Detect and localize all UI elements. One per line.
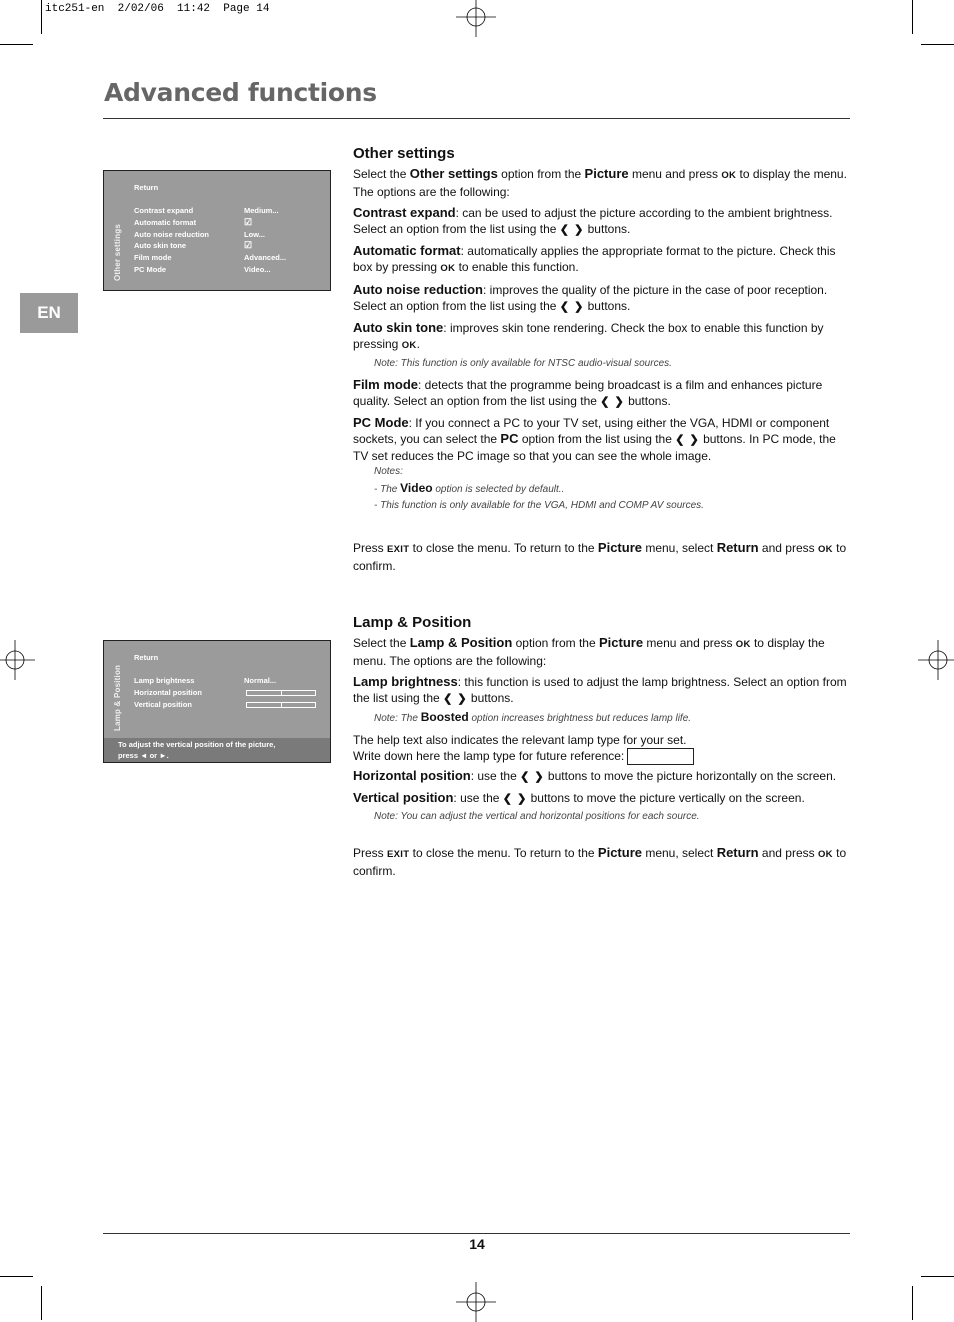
registration-mark-icon: [456, 1282, 496, 1322]
osd-option-value: Low...: [244, 230, 265, 239]
left-right-arrows-icon: ❮ ❯: [502, 793, 528, 806]
section-heading: Lamp & Position: [353, 614, 472, 631]
osd-option-value: Video...: [244, 265, 271, 274]
crop-mark: [912, 0, 913, 34]
vertical-position-note: Note: You can adjust the vertical and horizontal positions for each source.: [374, 811, 700, 823]
osd-side-label: Other settings: [112, 223, 122, 281]
pc-notes: Notes: - The Video option is selected by default.. - This function is only available for the VGA, HDMI and COMP AV sources.: [374, 466, 704, 511]
left-right-arrows-icon: ❮ ❯: [600, 396, 625, 408]
osd-option-label: Horizontal position: [134, 688, 202, 697]
lamp-brightness-paragraph: Lamp brightness: this function is used to adjust the lamp brightness. Select an option from the list using the ❮ ❯ buttons.: [353, 674, 847, 705]
lamp-type-box: [627, 748, 694, 765]
exit-paragraph: Press EXIT to close the menu. To return to the Picture menu, select Return and press OK to confirm.: [353, 540, 847, 573]
osd-help-text: To adjust the vertical position of the picture, press ◄ or ►.: [104, 738, 330, 762]
osd-slider-bar: [246, 690, 316, 696]
osd-option-label: Auto noise reduction: [134, 230, 209, 239]
contrast-expand-paragraph: Contrast expand: can be used to adjust the picture according to the ambient brightness. Select an option from the list using the ❮ ❯ buttons.: [353, 205, 833, 236]
osd-option-label: Film mode: [134, 253, 172, 262]
osd-side-label: Lamp & Position: [112, 664, 122, 731]
osd-option-label: Automatic format: [134, 218, 197, 227]
registration-mark-icon: [918, 640, 954, 680]
language-tab: EN: [20, 293, 78, 333]
left-right-arrows-icon: ❮ ❯: [559, 301, 585, 313]
section-heading: Other settings: [353, 145, 455, 162]
crop-mark: [0, 1276, 33, 1277]
pc-mode-paragraph: PC Mode: If you connect a PC to your TV set, using either the VGA, HDMI or component sockets, you can select the PC option from the list using the ❮ ❯ buttons. In PC mode, the TV set reduces the PC image so that you can see the whole image.: [353, 415, 836, 463]
crop-mark: [921, 1276, 954, 1277]
lamp-brightness-note: Note: The Boosted option increases brightness but reduces lamp life.: [374, 710, 692, 724]
lamp-position-section: [353, 615, 848, 884]
osd-slider-bar: [246, 702, 316, 708]
crop-mark: [921, 44, 954, 45]
left-right-arrows-icon: ❮ ❯: [559, 224, 585, 236]
osd-return-item: Return: [134, 653, 159, 662]
left-right-arrows-icon: ❮ ❯: [675, 434, 700, 446]
osd-option-label: Contrast expand: [134, 206, 194, 215]
print-slug: itc251-en 2/02/06 11:42 Page 14: [45, 3, 270, 15]
osd-option-value: Medium...: [244, 206, 279, 215]
automatic-format-paragraph: Automatic format: automatically applies the appropriate format to the picture. Check this box by pressing OK to enable this function.: [353, 243, 836, 274]
crop-mark: [912, 1286, 913, 1320]
registration-mark-icon: [0, 640, 35, 680]
horizontal-position-paragraph: Horizontal position: use the ❮ ❯ buttons to move the picture horizontally on the screen.: [353, 768, 837, 784]
osd-option-label: PC Mode: [134, 265, 167, 274]
crop-mark: [41, 0, 42, 34]
header-rule: [103, 118, 850, 119]
left-right-arrows-icon: ❮ ❯: [443, 693, 468, 705]
footer-rule: [103, 1233, 850, 1234]
osd-option-value: Advanced...: [244, 253, 287, 262]
osd-option-value: Normal...: [244, 676, 277, 685]
page-number: 14: [469, 1236, 485, 1252]
osd-option-label: Auto skin tone: [134, 241, 187, 250]
crop-mark: [41, 1286, 42, 1320]
other-settings-osd: [103, 170, 331, 291]
intro-paragraph: Select the Other settings option from the Picture menu and press OK to display the menu. The options are the following:: [353, 166, 847, 199]
lamp-type-paragraph: The help text also indicates the relevant lamp type for your set. Write down here the lamp type for future reference:: [353, 732, 848, 765]
other-settings-section: [353, 146, 848, 579]
crop-mark: [0, 44, 33, 45]
left-right-arrows-icon: ❮ ❯: [520, 771, 545, 784]
registration-mark-icon: [456, 0, 496, 37]
skin-tone-note: Note: This function is only available for NTSC audio-visual sources.: [374, 358, 672, 369]
intro-paragraph: Select the Lamp & Position option from the Picture menu and press OK to display the menu. The options are the following:: [353, 635, 825, 668]
lamp-position-osd: [103, 640, 331, 763]
page-title: Advanced functions: [104, 78, 377, 107]
noise-reduction-paragraph: Auto noise reduction: improves the quality of the picture in the case of poor reception. Select an option from the list using the ❮ ❯ buttons.: [353, 282, 828, 313]
vertical-position-paragraph: Vertical position: use the ❮ ❯ buttons to move the picture vertically on the screen.: [353, 790, 805, 806]
osd-checkbox-icon: ☑: [244, 240, 253, 250]
skin-tone-paragraph: Auto skin tone: improves skin tone rendering. Check the box to enable this function by pressing OK.: [353, 320, 824, 351]
osd-checkbox-icon: ☑: [244, 217, 253, 227]
exit-paragraph: Press EXIT to close the menu. To return to the Picture menu, select Return and press OK to confirm.: [353, 845, 847, 879]
osd-return-item: Return: [134, 183, 159, 192]
osd-option-label: Lamp brightness: [134, 676, 195, 685]
osd-option-label: Vertical position: [134, 700, 192, 709]
film-mode-paragraph: Film mode: detects that the programme being broadcast is a film and enhances picture quality. Select an option from the list using the ❮ ❯ buttons.: [353, 377, 823, 408]
